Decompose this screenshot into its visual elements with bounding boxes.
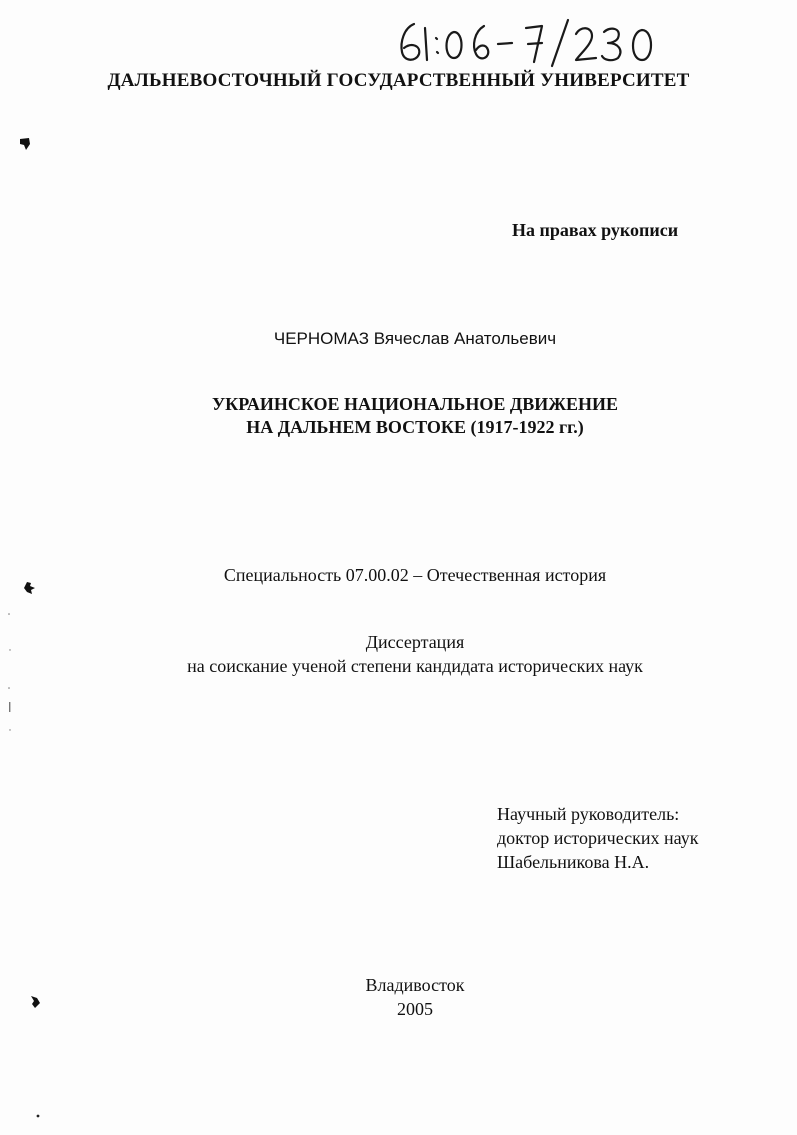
specialty: Специальность 07.00.02 – Отечественная история bbox=[223, 565, 607, 585]
dissertation-degree: на соискание ученой степени кандидата исторических наук bbox=[187, 656, 643, 676]
scan-speck bbox=[36, 1114, 40, 1118]
handwritten-archive-code bbox=[392, 10, 662, 70]
title-line-1: УКРАИНСКОЕ НАЦИОНАЛЬНОЕ ДВИЖЕНИЕ bbox=[211, 394, 619, 414]
author-name: ЧЕРНОМАЗ Вячеслав Анатольевич bbox=[273, 329, 557, 348]
title-line-2: НА ДАЛЬНЕМ ВОСТОКЕ (1917-1922 гг.) bbox=[246, 417, 584, 437]
dissertation-label: Диссертация bbox=[365, 632, 465, 652]
supervisor-degree: доктор исторических наук bbox=[497, 828, 699, 848]
scan-ink-mark bbox=[18, 136, 32, 152]
year: 2005 bbox=[397, 999, 433, 1019]
place-and-year bbox=[0, 973, 797, 1021]
city: Владивосток bbox=[365, 975, 465, 995]
supervisor-block bbox=[497, 802, 699, 874]
dissertation-type bbox=[0, 630, 797, 678]
supervisor-label: Научный руководитель: bbox=[497, 804, 680, 824]
dissertation-title bbox=[0, 393, 797, 439]
supervisor-name: Шабельникова Н.А. bbox=[497, 852, 650, 872]
rights-note: На правах рукописи bbox=[512, 220, 679, 240]
handwritten-archive-code-drawing bbox=[392, 10, 662, 70]
university-name: ДАЛЬНЕВОСТОЧНЫЙ ГОСУДАРСТВЕННЫЙ УНИВЕРСИТЕТ bbox=[107, 70, 690, 91]
